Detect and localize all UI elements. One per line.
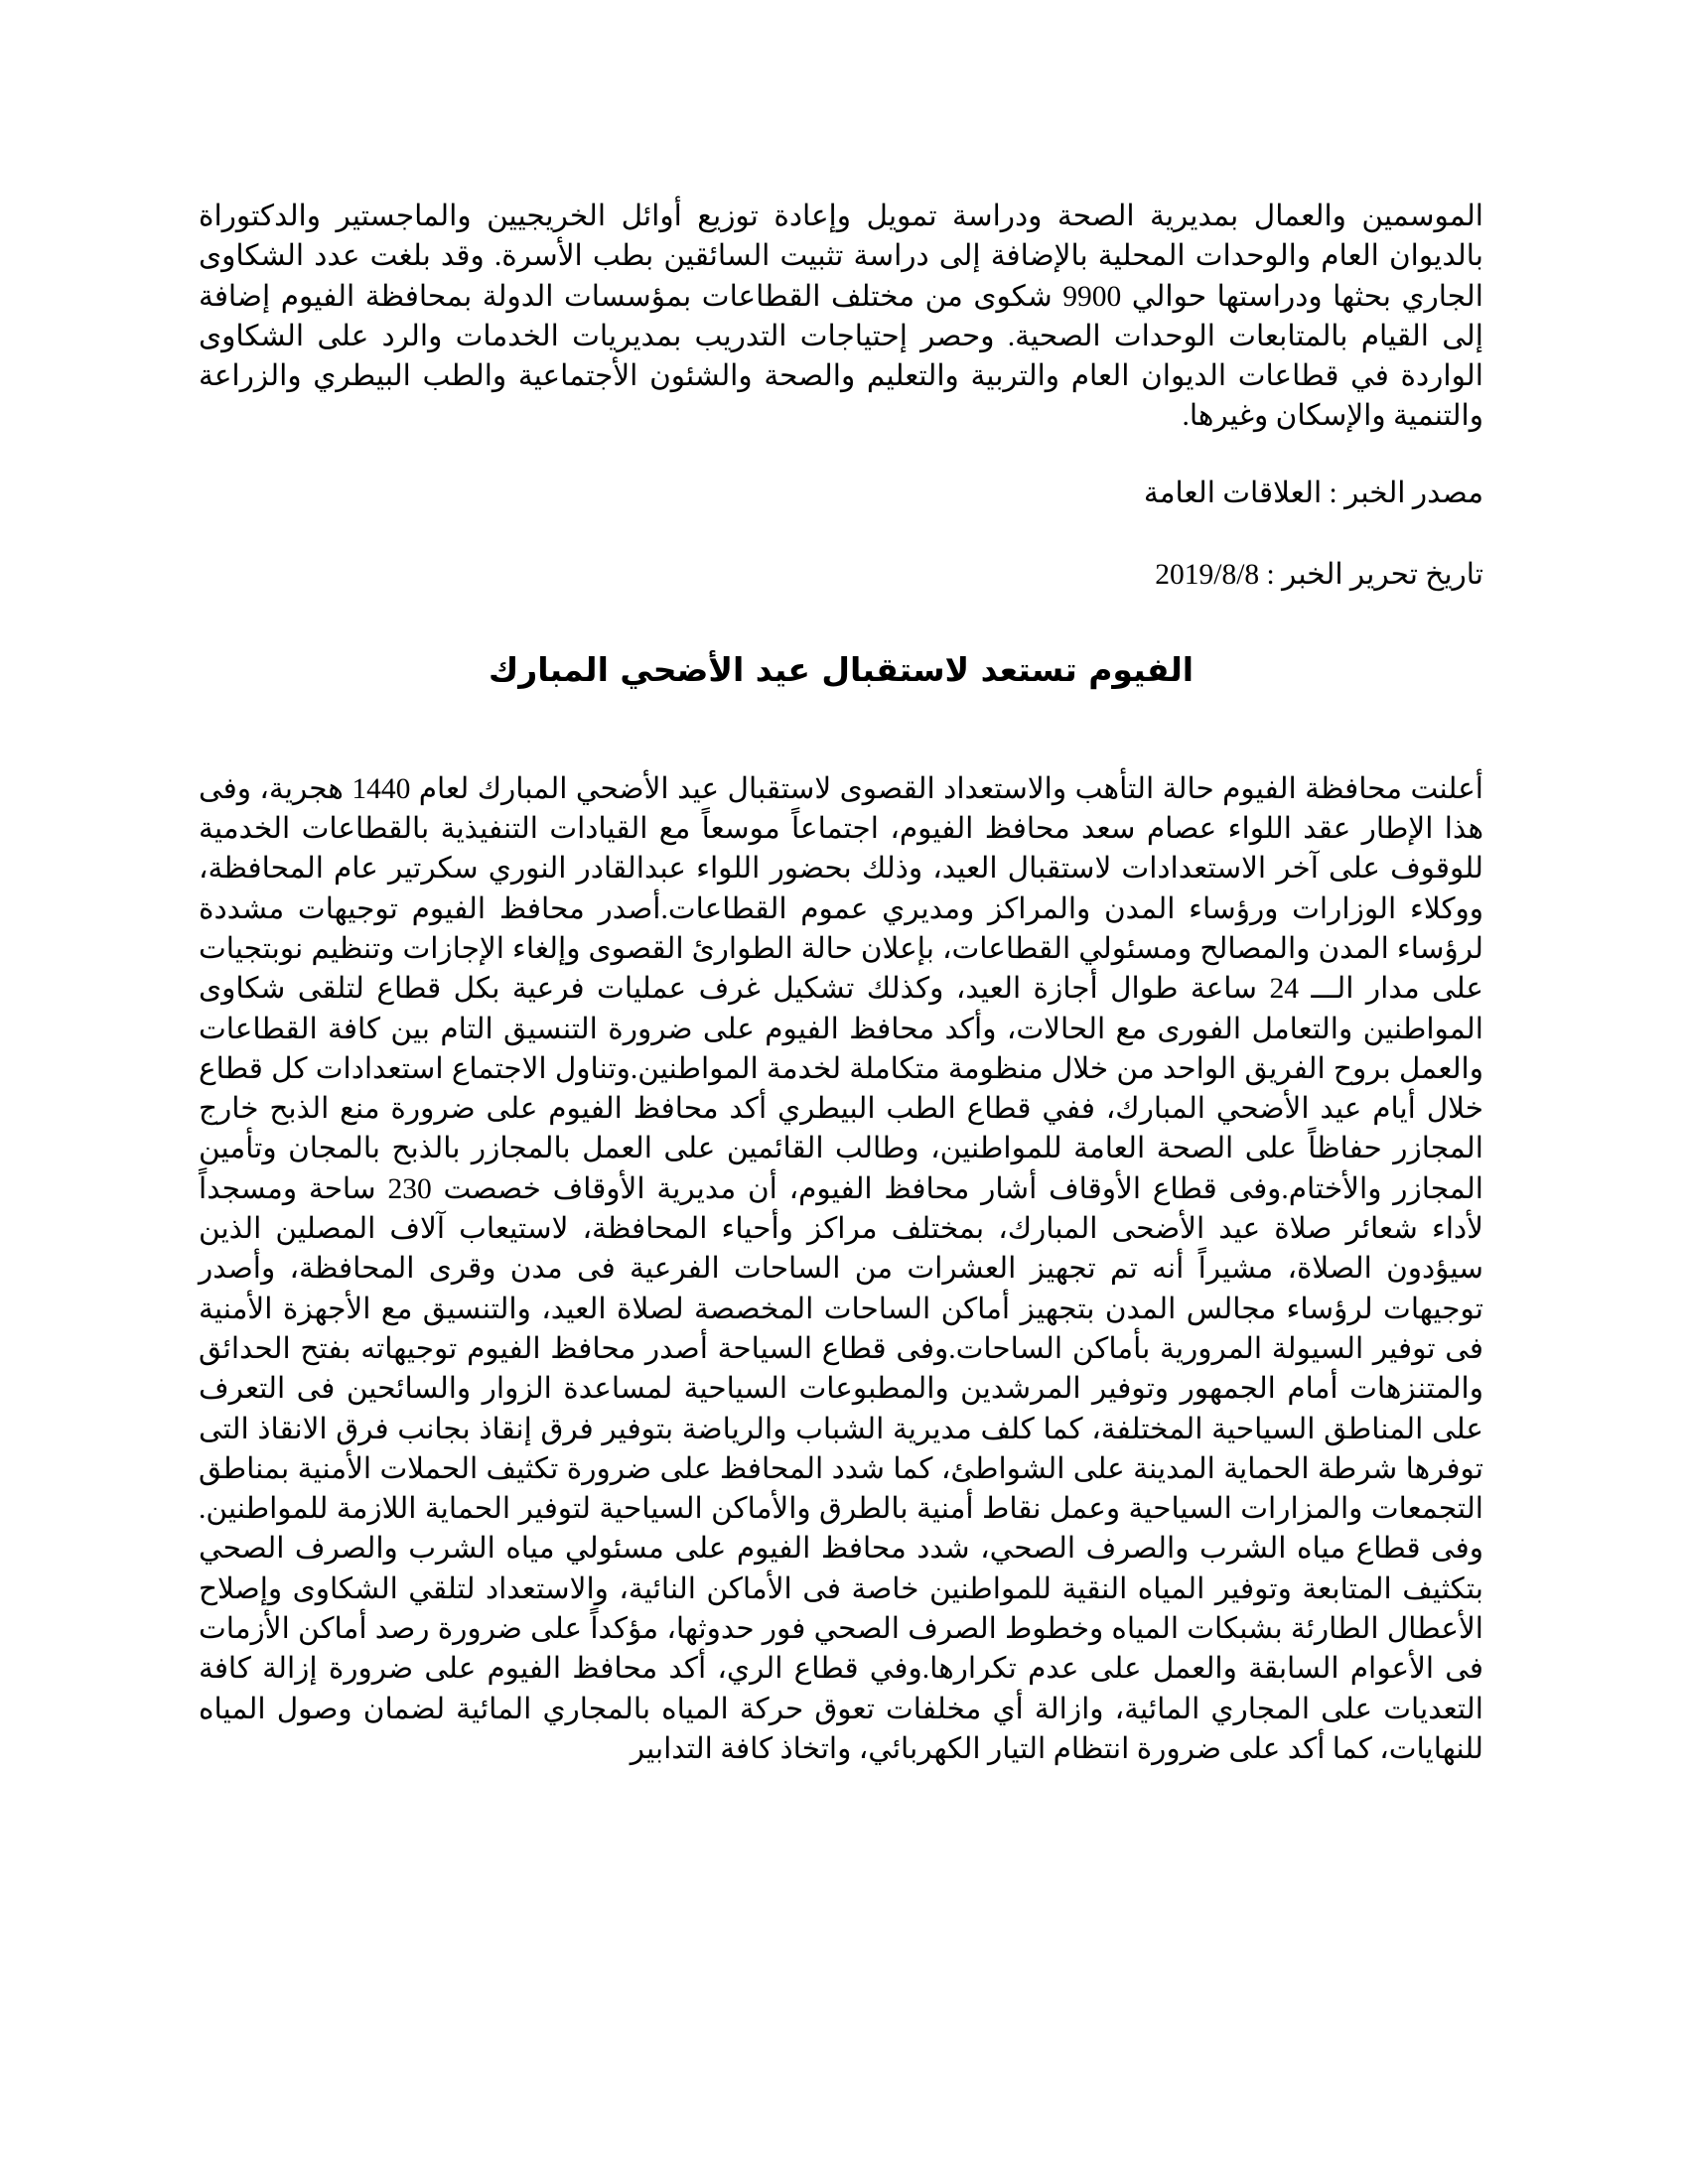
- article-body: أعلنت محافظة الفيوم حالة التأهب والاستعداد القصوى لاستقبال عيد الأضحي المبارك لعام 1440 هجرية، وفى هذا الإطار عقد اللواء عصام سعد محافظ الفيوم، اجتماعاً موسعاً مع القيادات التنفيذية بالقطاعات الخدمية للوقوف على آخر الاستعدادات لاستقبال العيد، وذلك بحضور اللواء عبدالقادر النوري سكرتير عام المحافظة، ووكلاء الوزارات ورؤساء المدن والمراكز ومديري عموم القطاعات.أصدر محافظ الفيوم توجيهات مشددة لرؤساء المدن والمصالح ومسئولي القطاعات، بإعلان حالة الطوارئ القصوى وإلغاء الإجازات وتنظيم نوبتجيات على مدار الـــ 24 ساعة طوال أجازة العيد، وكذلك تشكيل غرف عمليات فرعية بكل قطاع لتلقى شكاوى المواطنين والتعامل الفورى مع الحالات، وأكد محافظ الفيوم على ضرورة التنسيق التام بين كافة القطاعات والعمل بروح الفريق الواحد من خلال منظومة متكاملة لخدمة المواطنين.وتناول الاجتماع استعدادات كل قطاع خلال أيام عيد الأضحي المبارك، ففي قطاع الطب البيطري أكد محافظ الفيوم على ضرورة منع الذبح خارج المجازر حفاظاً على الصحة العامة للمواطنين، وطالب القائمين على العمل بالمجازر بالذبح بالمجان وتأمين المجازر والأختام.وفى قطاع الأوقاف أشار محافظ الفيوم، أن مديرية الأوقاف خصصت 230 ساحة ومسجداً لأداء شعائر صلاة عيد الأضحى المبارك، بمختلف مراكز وأحياء المحافظة، لاستيعاب آلاف المصلين الذين سيؤدون الصلاة، مشيراً أنه تم تجهيز العشرات من الساحات الفرعية فى مدن وقرى المحافظة، وأصدر توجيهات لرؤساء مجالس المدن بتجهيز أماكن الساحات المخصصة لصلاة العيد، والتنسيق مع الأجهزة الأمنية فى توفير السيولة المرورية بأماكن الساحات.وفى قطاع السياحة أصدر محافظ الفيوم توجيهاته بفتح الحدائق والمتنزهات أمام الجمهور وتوفير المرشدين والمطبوعات السياحية لمساعدة الزوار والسائحين فى التعرف على المناطق السياحية المختلفة، كما كلف مديرية الشباب والرياضة بتوفير فرق إنقاذ بجانب فرق الانقاذ التى توفرها شرطة الحماية المدينة على الشواطئ، كما شدد المحافظ على ضرورة تكثيف الحملات الأمنية بمناطق التجمعات والمزارات السياحية وعمل نقاط أمنية بالطرق والأماكن السياحية لتوفير الحماية اللازمة للمواطنين. وفى قطاع مياه الشرب والصرف الصحي، شدد محافظ الفيوم على مسئولي مياه الشرب والصرف الصحي بتكثيف المتابعة وتوفير المياه النقية للمواطنين خاصة فى الأماكن النائية، والاستعداد لتلقي الشكاوى وإصلاح الأعطال الطارئة بشبكات المياه وخطوط الصرف الصحي فور حدوثها، مؤكداً على ضرورة رصد أماكن الأزمات فى الأعوام السابقة والعمل على عدم تكرارها.وفي قطاع الري، أكد محافظ الفيوم على ضرورة إزالة كافة التعديات على المجاري المائية، وازالة أي مخلفات تعوق حركة المياه بالمجاري المائية لضمان وصول المياه للنهايات، كما أكد على ضرورة انتظام التيار الكهربائي، واتخاذ كافة التدابير: [199, 772, 1484, 1765]
- article-headline: الفيوم تستعد لاستقبال عيد الأضحي المبارك: [488, 649, 1195, 689]
- intro-paragraph: الموسمين والعمال بمديرية الصحة ودراسة تمويل وإعادة توزيع أوائل الخريجيين والماجستير والدكتوراة بالديوان العام والوحدات المحلية بالإضافة إلى دراسة تثبيت السائقين بطب الأسرة. وقد بلغت عدد الشكاوى الجاري بحثها ودراستها حوالي 9900 شكوى من مختلف القطاعات بمؤسسات الدولة بمحافظة الفيوم إضافة إلى القيام بالمتابعات الوحدات الصحية. وحصر إحتياجات التدريب بمديريات الخدمات والرد على الشكاوى الواردة في قطاعات الديوان العام والتربية والتعليم والصحة والشئون الأجتماعية والطب البيطري والزراعة والتنمية والإسكان وغيرها.: [199, 201, 1483, 433]
- document-content: [199, 197, 1483, 1769]
- news-date-line: تاريخ تحرير الخبر : 2019/8/8: [1155, 558, 1483, 591]
- news-source-line: مصدر الخبر : العلاقات العامة: [1143, 477, 1483, 509]
